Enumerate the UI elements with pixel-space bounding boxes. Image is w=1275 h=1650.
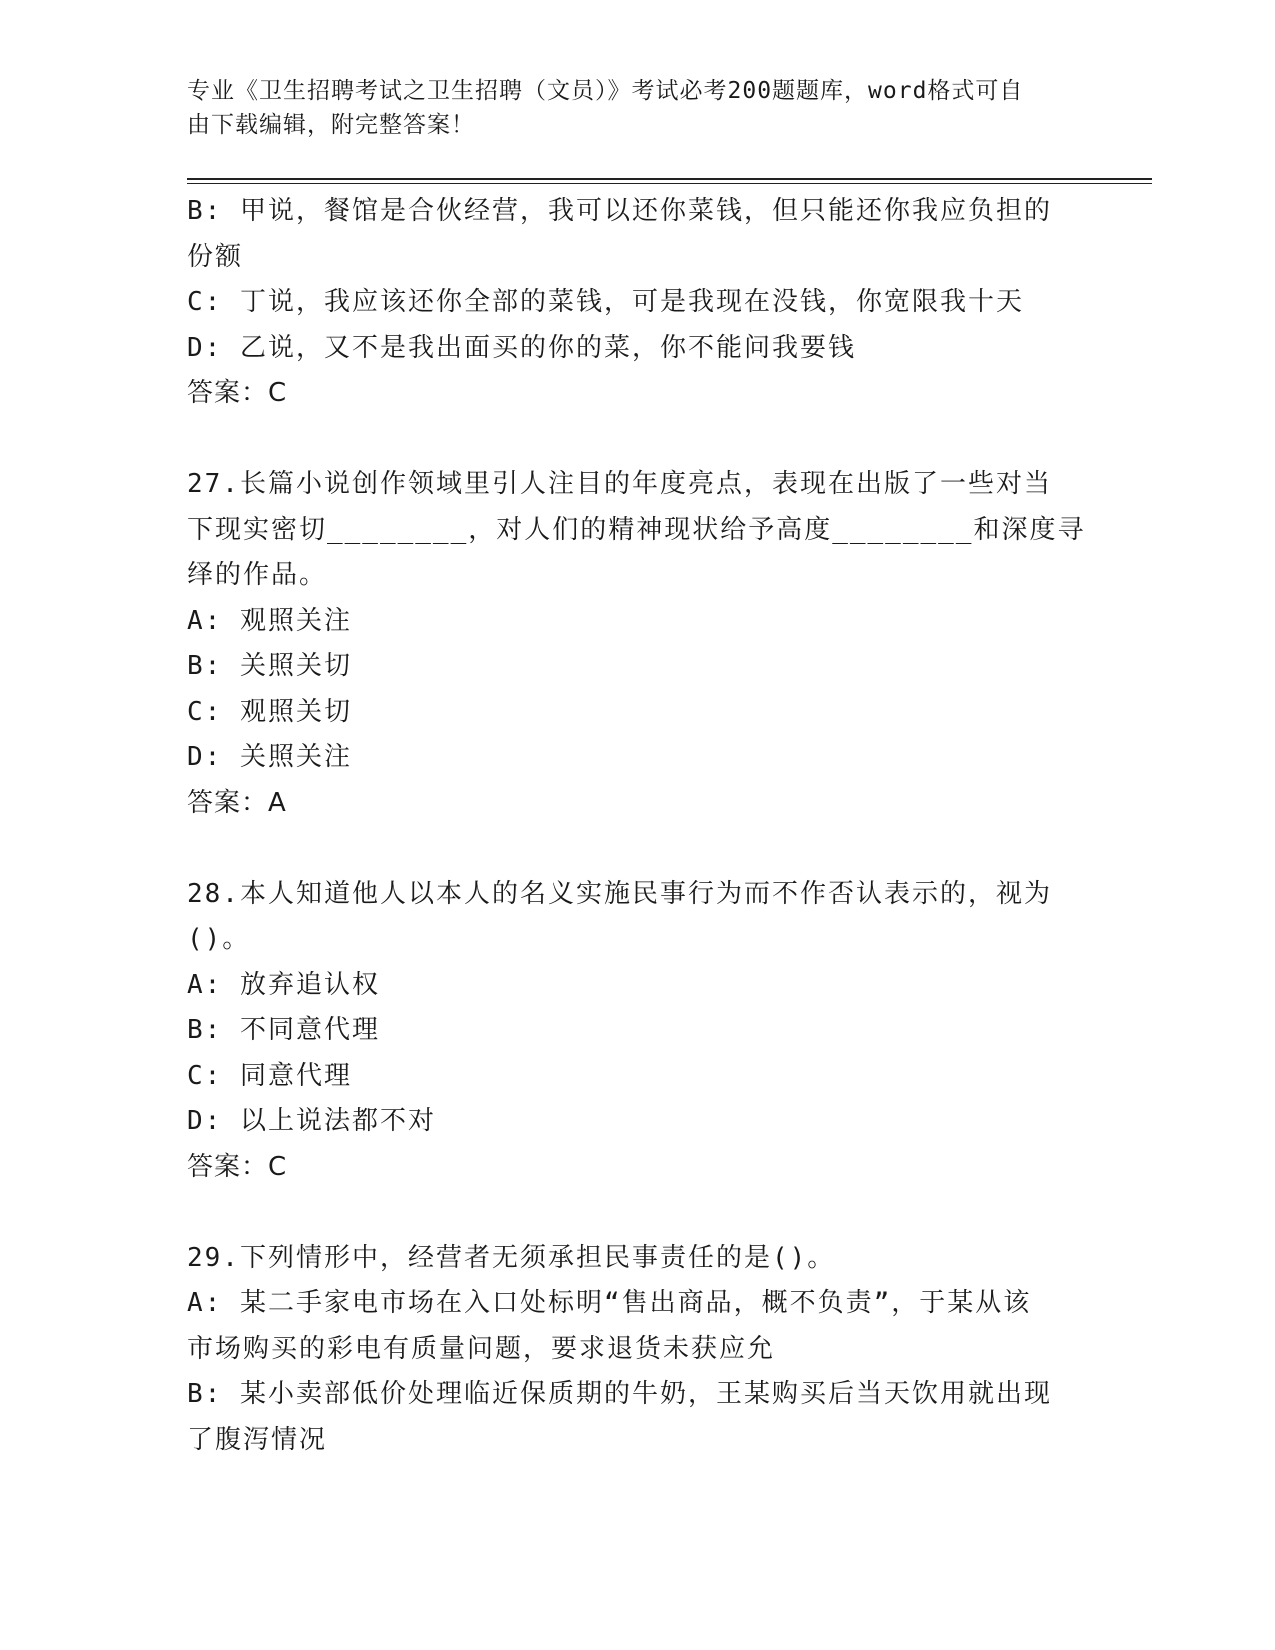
option-b: B: 不同意代理 <box>187 1015 380 1045</box>
header-divider-thin <box>187 183 1152 184</box>
question-spacer <box>187 1190 1087 1236</box>
option-d: D: 乙说，又不是我出面买的你的菜，你不能问我要钱 <box>187 332 856 363</box>
question-stem-line-2: 下现实密切________，对人们的精神现状给予高度________和深度寻 <box>187 514 1086 545</box>
question-26-tail <box>187 189 1087 417</box>
header-title-line-1: 专业《卫生招聘考试之卫生招聘（文员）》考试必考200题题库，word格式可自 <box>187 78 1024 104</box>
header-title-line-2: 由下载编辑，附完整答案！ <box>187 112 475 138</box>
option-c: C: 丁说，我应该还你全部的菜钱，可是我现在没钱，你宽限我十天 <box>187 287 1024 317</box>
question-29 <box>187 1236 1087 1464</box>
question-stem-line-2: ()。 <box>187 924 251 954</box>
option-c: C: 同意代理 <box>187 1060 352 1091</box>
option-b: B: 关照关切 <box>187 651 352 681</box>
question-stem-line-1: 27.长篇小说创作领域里引人注目的年度亮点，表现在出版了一些对当 <box>187 469 1052 499</box>
option-a-line-2: 市场购买的彩电有质量问题，要求退货未获应允 <box>187 1333 776 1364</box>
question-stem-line-3: 绎的作品。 <box>187 560 328 590</box>
question-spacer <box>187 417 1087 463</box>
document-body <box>187 189 1087 1463</box>
option-c: C: 观照关切 <box>187 696 352 727</box>
question-spacer <box>187 826 1087 872</box>
option-b-line-2: 了腹泻情况 <box>187 1424 328 1455</box>
option-a: A: 放弃追认权 <box>187 969 380 1000</box>
question-28 <box>187 872 1087 1191</box>
question-stem-line-1: 29.下列情形中，经营者无须承担民事责任的是()。 <box>187 1242 836 1273</box>
option-d: D: 以上说法都不对 <box>187 1106 436 1136</box>
header-divider-thick <box>187 178 1152 180</box>
option-a: A: 观照关注 <box>187 605 352 636</box>
option-d: D: 关照关注 <box>187 742 352 772</box>
document-header <box>187 74 1067 142</box>
option-b-line-1: B: 甲说，餐馆是合伙经营，我可以还你菜钱，但只能还你我应负担的 <box>187 196 1052 226</box>
answer-line: 答案：C <box>187 378 288 408</box>
option-a-line-1: A: 某二手家电市场在入口处标明“售出商品，概不负责”，于某从该 <box>187 1288 1032 1318</box>
option-b-line-1: B: 某小卖部低价处理临近保质期的牛奶，王某购买后当天饮用就出现 <box>187 1379 1052 1409</box>
question-27 <box>187 462 1087 826</box>
answer-line: 答案：C <box>187 1151 288 1182</box>
answer-line: 答案：A <box>187 787 287 818</box>
option-b-line-2: 份额 <box>187 241 244 272</box>
question-stem-line-1: 28.本人知道他人以本人的名义实施民事行为而不作否认表示的，视为 <box>187 878 1052 909</box>
